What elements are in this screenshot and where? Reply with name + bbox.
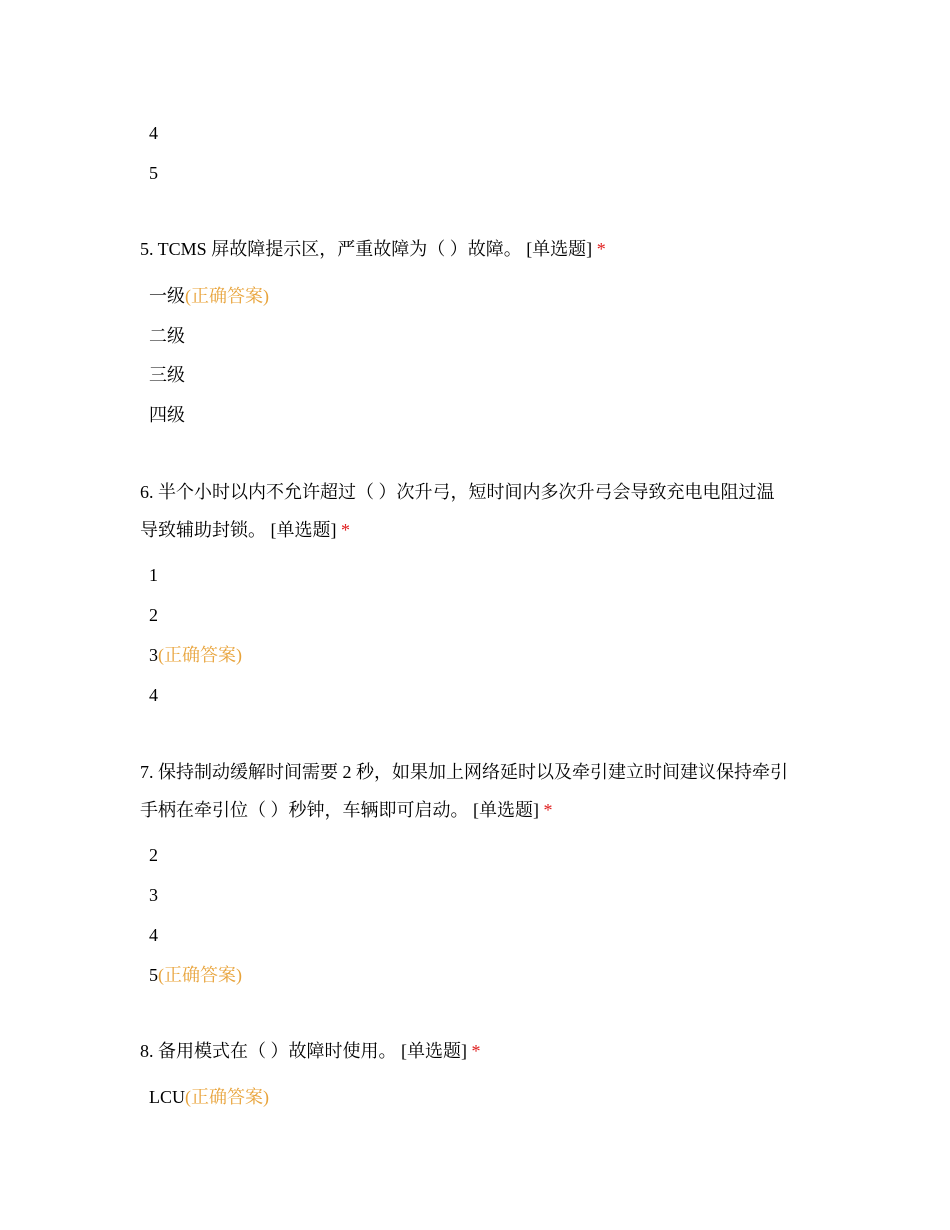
question-title-line: 导致辅助封锁。 [单选题] * [140,520,350,540]
option-item [149,161,158,185]
option-item [149,563,158,587]
required-mark: * [471,1041,481,1061]
option-item [149,363,185,387]
option-text: 4 [149,123,158,143]
option-item [149,1085,269,1109]
required-mark: * [596,239,606,259]
correct-answer-label: (正确答案) [185,1087,269,1107]
option-text: 5 [149,965,158,985]
correct-answer-label: (正确答案) [158,645,242,665]
option-text: 一级 [149,286,185,306]
required-mark: * [543,800,553,820]
option-item [149,121,158,145]
option-text: 4 [149,925,158,945]
question-8 [140,1032,820,1070]
correct-answer-label: (正确答案) [158,965,242,985]
option-text: 二级 [149,326,185,346]
question-6 [140,473,820,549]
question-title: 8. 备用模式在（ ）故障时使用。 [单选题] * [140,1041,481,1061]
option-text: 2 [149,845,158,865]
option-text: 2 [149,605,158,625]
option-item [149,643,242,667]
question-5 [140,230,820,268]
option-text: 3 [149,885,158,905]
option-text: LCU [149,1087,185,1107]
question-7 [140,753,820,829]
question-title: 5. TCMS 屏故障提示区，严重故障为（ ）故障。 [单选题] * [140,239,606,259]
option-item [149,883,158,907]
option-text: 4 [149,685,158,705]
option-item [149,284,269,308]
option-text: 1 [149,565,158,585]
option-item [149,843,158,867]
option-item [149,683,158,707]
option-text: 四级 [149,405,185,425]
correct-answer-label: (正确答案) [185,286,269,306]
option-text: 5 [149,163,158,183]
question-title-line: 手柄在牵引位（ ）秒钟，车辆即可启动。 [单选题] * [140,800,553,820]
option-item [149,324,185,348]
option-item [149,963,242,987]
option-text: 三级 [149,365,185,385]
option-text: 3 [149,645,158,665]
required-mark: * [341,520,350,540]
option-item [149,403,185,427]
question-title-line: 6. 半个小时以内不允许超过（ ）次升弓，短时间内多次升弓会导致充电电阻过温 [140,482,775,502]
option-item [149,603,158,627]
question-title-line: 7. 保持制动缓解时间需要 2 秒，如果加上网络延时以及牵引建立时间建议保持牵引 [140,762,788,782]
option-item [149,923,158,947]
